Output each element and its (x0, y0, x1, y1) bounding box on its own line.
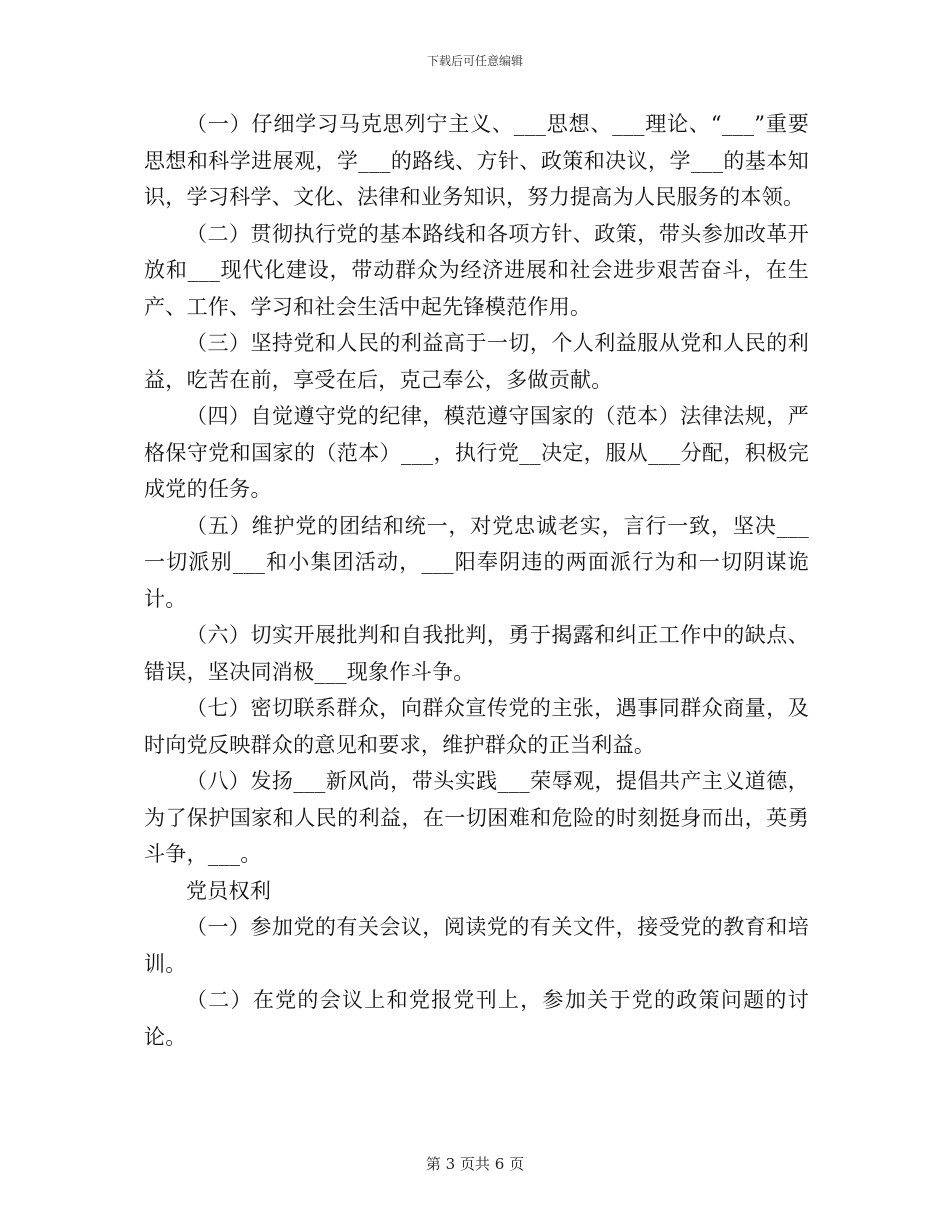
duty-paragraph-7: （七）密切联系群众，向群众宣传党的主张，遇事同群众商量，及时向党反映群众的意见和要求，维护群众的正当利益。 (144, 696, 809, 757)
duty-paragraph-2: （二）贯彻执行党的基本路线和各项方针、政策，带头参加改革开放和___现代化建设，带动群众为经济进展和社会进步艰苦奋斗，在生产、工作、学习和社会生活中起先锋模范作用。 (144, 221, 809, 319)
document-body (144, 106, 809, 1055)
rights-paragraph-1: （一）参加党的有关会议，阅读党的有关文件，接受党的教育和培训。 (144, 915, 809, 976)
page-number: 第 3 页共 6 页 (425, 1155, 525, 1173)
duty-paragraph-1: （一）仔细学习马克思列宁主义、___思想、___理论、“___”重要思想和科学进展观，学___的路线、方针、政策和决议，学___的基本知识，学习科学、文化、法律和业务知识，努力提高为人民服务的本领。 (144, 112, 809, 209)
page-header: 下载后可任意编辑 (426, 54, 523, 68)
rights-paragraph-2: （二）在党的会议上和党报党刊上，参加关于党的政策问题的讨论。 (144, 988, 809, 1049)
duty-paragraph-8: （八）发扬___新风尚，带头实践___荣辱观，提倡共产主义道德，为了保护国家和人民的利益，在一切困难和危险的时刻挺身而出，英勇斗争，___。 (144, 769, 809, 866)
duty-paragraph-5: （五）维护党的团结和统一，对党忠诚老实，言行一致，坚决___一切派别___和小集团活动，___阳奉阴违的两面派行为和一切阴谋诡计。 (144, 513, 809, 611)
duty-paragraph-3: （三）坚持党和人民的利益高于一切，个人利益服从党和人民的利益，吃苦在前，享受在后，克己奉公，多做贡献。 (144, 331, 809, 392)
duty-paragraph-6: （六）切实开展批判和自我批判，勇于揭露和纠正工作中的缺点、错误，坚决同消极___现象作斗争。 (144, 623, 809, 684)
section-title-member-rights: 党员权利 (186, 878, 272, 903)
duty-paragraph-4: （四）自觉遵守党的纪律，模范遵守国家的（范本）法律法规，严格保守党和国家的（范本）___，执行党__决定，服从___分配，积极完成党的任务。 (144, 404, 809, 501)
